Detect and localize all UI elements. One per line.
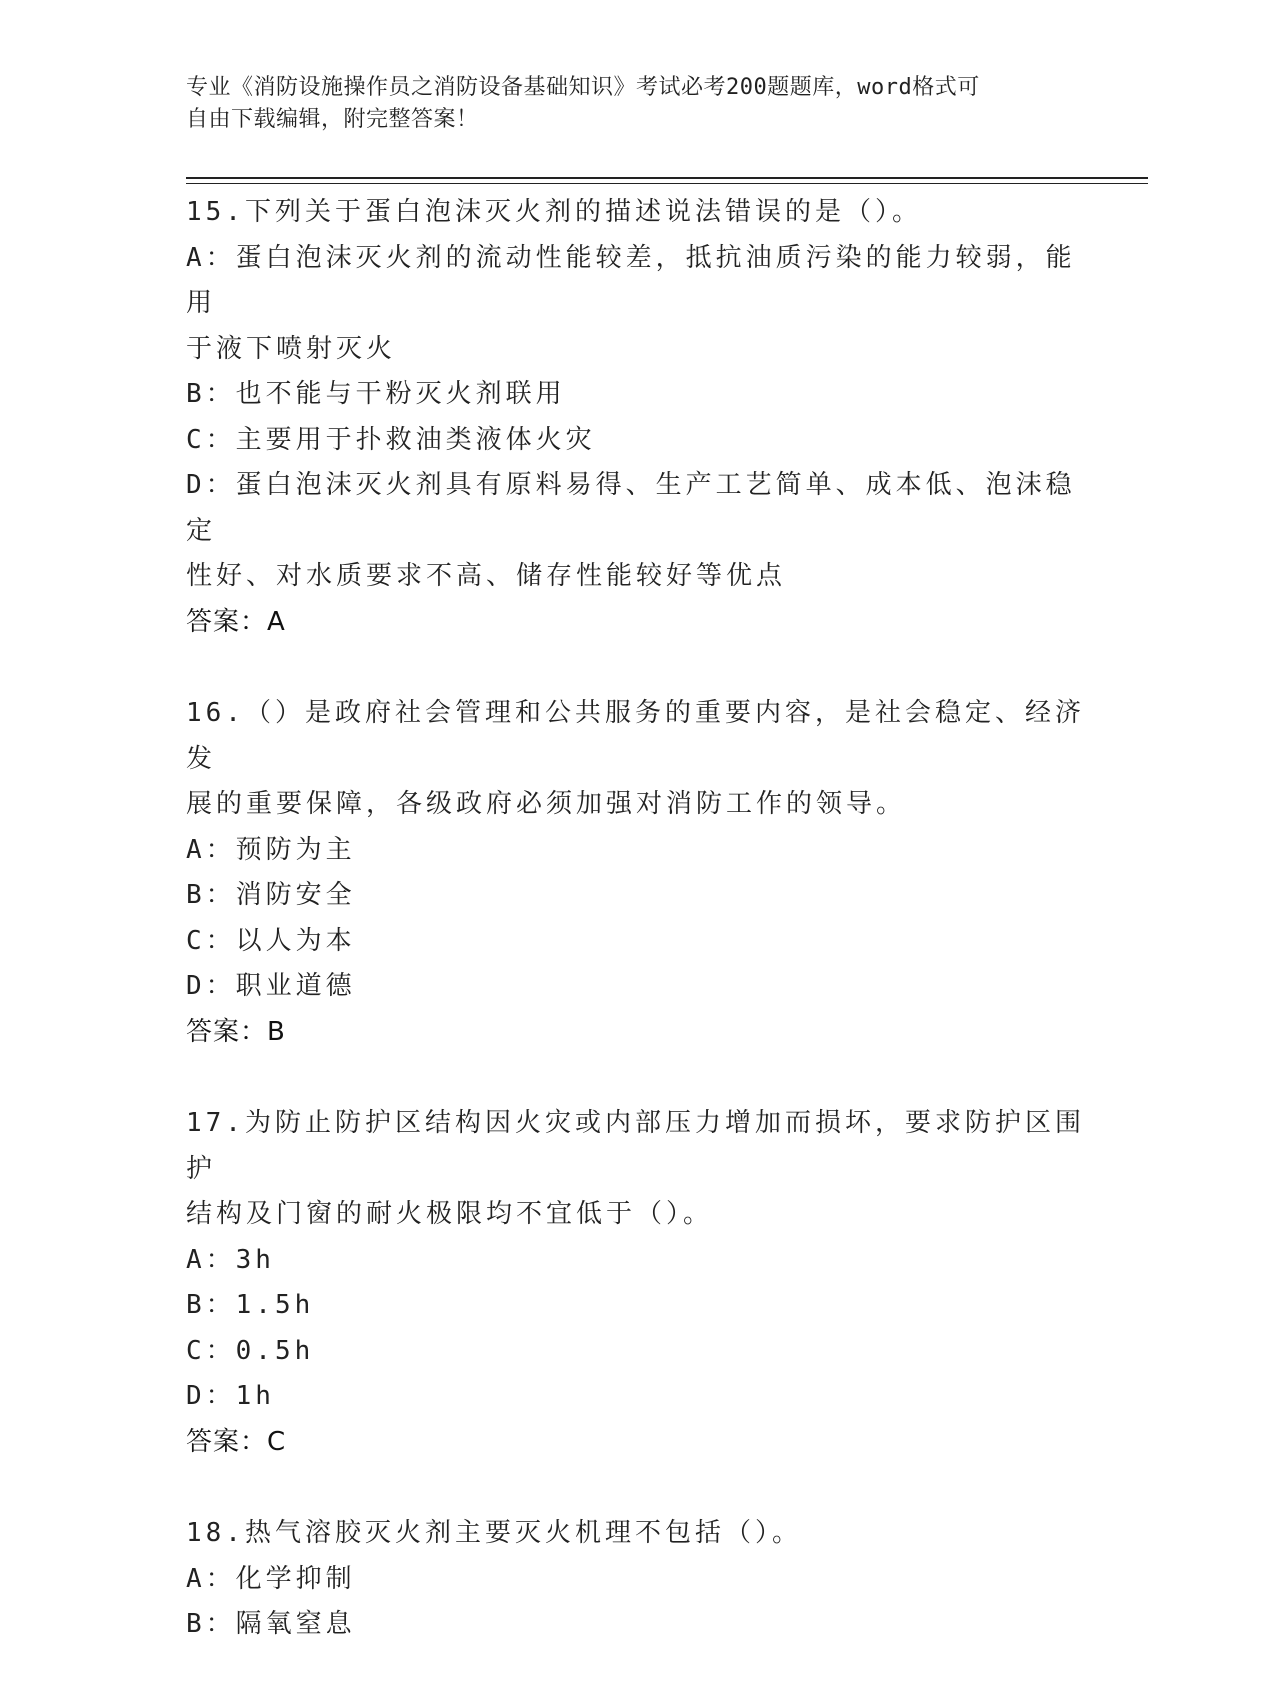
header-title-line-1: 专业《消防设施操作员之消防设备基础知识》考试必考200题题库，word格式可 <box>186 75 980 100</box>
question-stem <box>186 1101 1086 1238</box>
question-stem-line-wrap: 结构及门窗的耐火极限均不宜低于（）。 <box>186 1199 714 1229</box>
question-16 <box>186 691 1086 1055</box>
option-b: B：也不能与干粉灭火剂联用 <box>186 379 566 409</box>
answer-line: 答案：C <box>186 1426 287 1457</box>
header-divider-thin <box>186 183 1148 184</box>
question-list <box>186 190 1086 1694</box>
question-stem-line: 17.为防止防护区结构因火灾或内部压力增加而损坏，要求防护区围护 <box>186 1108 1085 1184</box>
option-b: B：1.5h <box>186 1290 315 1320</box>
answer-line: 答案：B <box>186 1016 286 1047</box>
question-stem-line: 16.（）是政府社会管理和公共服务的重要内容，是社会稳定、经济发 <box>186 698 1085 774</box>
question-stem <box>186 1511 1086 1557</box>
option-c: C：以人为本 <box>186 925 356 956</box>
header-title-line-2: 自由下载编辑，附完整答案！ <box>186 107 479 132</box>
header-divider-thick <box>186 177 1148 179</box>
question-stem-line-wrap: 展的重要保障，各级政府必须加强对消防工作的领导。 <box>186 789 907 819</box>
option-line: D：蛋白泡沫灭火剂具有原料易得、生产工艺简单、成本低、泡沫稳定 <box>186 470 1076 546</box>
option-c: C：0.5h <box>186 1335 315 1366</box>
option-a: A：化学抑制 <box>186 1563 356 1594</box>
option-line-wrap: 性好、对水质要求不高、储存性能较好等优点 <box>186 561 787 591</box>
option-b: B：消防安全 <box>186 880 356 910</box>
option-b: B：隔氧窒息 <box>186 1609 356 1639</box>
document-header <box>186 72 1066 136</box>
option-a: A：预防为主 <box>186 834 356 865</box>
answer-line: 答案：A <box>186 606 286 637</box>
option-d <box>186 463 1086 600</box>
question-stem <box>186 190 1086 236</box>
option-d: D：1h <box>186 1381 275 1411</box>
question-stem-line: 18.热气溶胶灭火剂主要灭火机理不包括（）。 <box>186 1518 802 1548</box>
option-a: A：3h <box>186 1244 275 1275</box>
question-stem <box>186 691 1086 828</box>
question-17 <box>186 1101 1086 1465</box>
option-line-wrap: 于液下喷射灭火 <box>186 333 397 364</box>
question-18 <box>186 1511 1086 1648</box>
question-15 <box>186 190 1086 645</box>
option-line: A：蛋白泡沫灭火剂的流动性能较差，抵抗油质污染的能力较弱，能用 <box>186 242 1076 318</box>
option-a <box>186 236 1086 373</box>
question-stem-line: 15.下列关于蛋白泡沫灭火剂的描述说法错误的是（）。 <box>186 197 922 227</box>
option-d: D：职业道德 <box>186 971 356 1001</box>
option-c: C：主要用于扑救油类液体火灾 <box>186 424 596 455</box>
